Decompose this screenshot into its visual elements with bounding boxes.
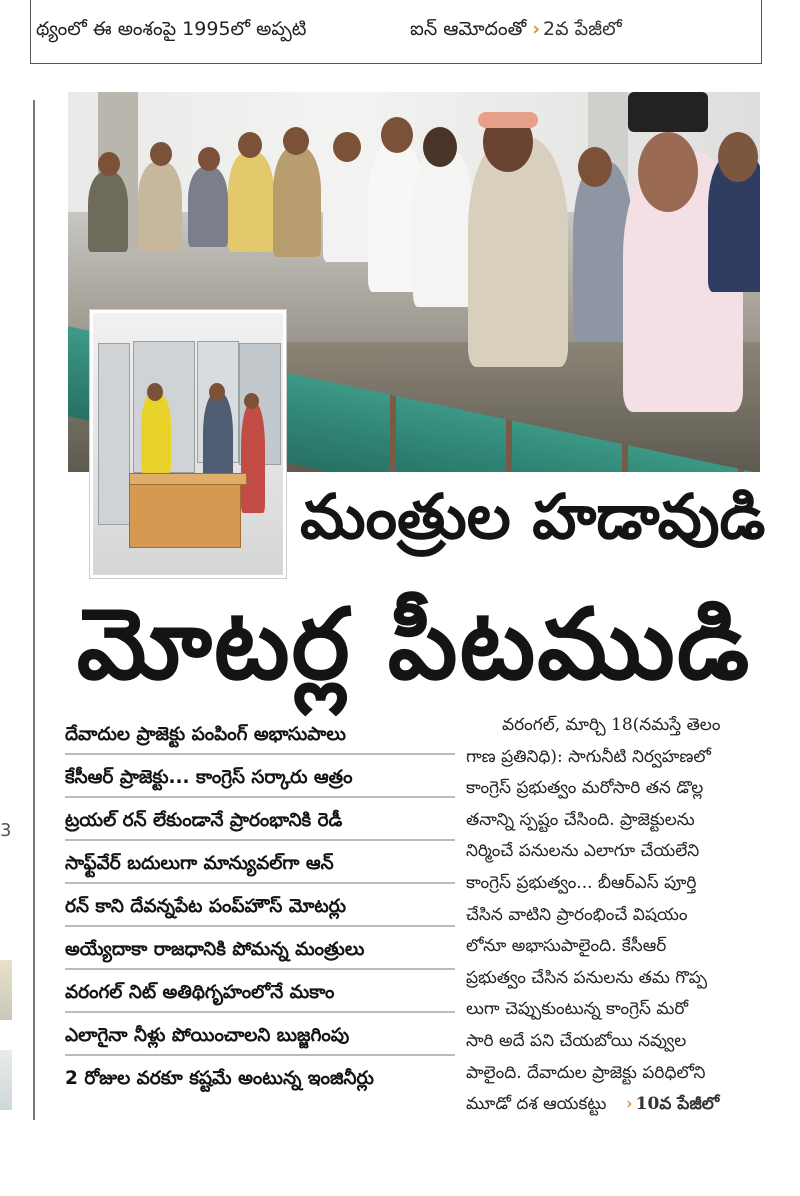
story-line: కాంగ్రెస్ ప్రభుత్వం మరోసారి తన డొల్ల xyxy=(466,778,704,799)
story-line: ప్రభుత్వం చేసిన పనులను తమ గొప్ప xyxy=(466,967,708,988)
highlight-item: 2 రోజుల వరకూ కష్టమే అంటున్న ఇంజినీర్లు xyxy=(65,1068,374,1089)
highlights-list xyxy=(65,712,455,1099)
highlight-item: సాఫ్ట్‌వేర్ బదులుగా మాన్యువల్‌గా ఆన్ xyxy=(65,841,455,884)
story-line: పాలైంది. దేవాదుల ప్రాజెక్టు పరిధిలోని xyxy=(466,1062,706,1083)
highlight-item: రన్ కాని దేవన్నపేట పంప్‌హౌస్ మోటర్లు xyxy=(65,884,455,927)
story-line: గాణ ప్రతినిధి): సాగునీటి నిర్వహణలో xyxy=(466,746,711,767)
neighbour-column-fragment: 3 xyxy=(0,820,12,841)
continue-arrow-icon: › xyxy=(625,1094,633,1115)
highlight-item: దేవాదుల ప్రాజెక్టు పంపింగ్ అభాసుపాలు xyxy=(65,712,455,755)
continue-arrow-icon: › xyxy=(532,18,541,40)
story-line: నిర్మించే పనులను ఎలాగూ చేయలేని xyxy=(466,841,700,862)
story-line: లోనూ అభాసుపాలైంది. కేసీఆర్ xyxy=(466,936,667,957)
teaser-continued-ref[interactable] xyxy=(532,18,621,40)
neighbour-image-fragment-2 xyxy=(0,1050,12,1110)
story-continued-ref[interactable] xyxy=(626,1094,719,1114)
neighbour-image-fragment xyxy=(0,960,12,1020)
story-line: తనాన్ని స్పష్టం చేసింది. ప్రాజెక్టులను xyxy=(466,809,695,830)
headline-main: మోటర్ల పీటముడి xyxy=(76,588,752,702)
story-line: వరంగల్, మార్చి 18(నమస్తే తెలం xyxy=(502,715,721,735)
column-rule xyxy=(33,100,35,1120)
teaser-right-line xyxy=(410,18,750,48)
story-line: చేసిన వాటిని ప్రారంభించే విషయం xyxy=(466,904,688,925)
story-last-line xyxy=(466,1089,761,1121)
teaser-continued-label: 2వ పేజీలో xyxy=(543,18,622,40)
highlight-item: కేసీఆర్ ప్రాజెక్టు... కాంగ్రెస్ సర్కారు ఆత్రం xyxy=(65,755,455,798)
story-continued-label: 10వ పేజీలో xyxy=(635,1094,720,1115)
highlight-item: ట్రయల్ రన్ లేకుండానే ప్రారంభానికి రెడీ xyxy=(65,798,455,841)
story-body xyxy=(466,710,761,1121)
teaser-left-line: థ్యంలో ఈ అంశంపై 1995లో అప్పటి xyxy=(36,18,307,40)
inset-photo-control-panels xyxy=(90,310,286,578)
story-line: కాంగ్రెస్ ప్రభుత్వం... బీఆర్‌ఎస్ పూర్తి xyxy=(466,872,697,893)
story-line: సారి అదే పని చేయబోయి నవ్వుల xyxy=(466,1030,687,1051)
teaser-right-text: ఐన్ ఆమోదంతో xyxy=(410,18,527,40)
headline-kicker: మంత్రుల హడావుడి xyxy=(300,480,766,553)
story-line: లుగా చెప్పుకుంటున్న కాంగ్రెస్ మరో xyxy=(466,999,689,1020)
highlight-item: అయ్యేదాకా రాజధానికి పోమన్న మంత్రులు xyxy=(65,927,455,970)
highlight-item: వరంగల్ నిట్ అతిథిగృహంలోనే మకాం xyxy=(65,970,455,1013)
highlight-item: ఎలాగైనా నీళ్లు పోయించాలని బుజ్జగింపు xyxy=(65,1013,455,1056)
story-line-text: మూడో దశ ఆయకట్టు xyxy=(466,1094,607,1115)
